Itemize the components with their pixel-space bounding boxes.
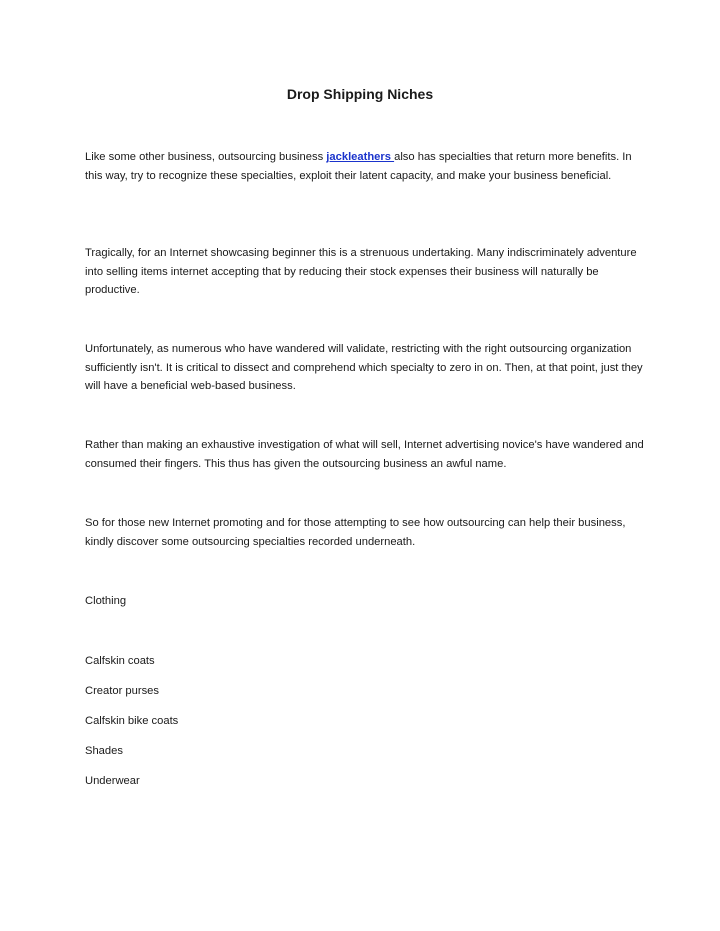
paragraph-2: Tragically, for an Internet showcasing beginner this is a strenuous undertaking. Many indiscriminately adventure into selling items internet accepting that by reducing their stock expenses their business will naturally be productive. [85, 247, 637, 297]
list-item: Calfskin coats [85, 655, 155, 667]
jackleathers-link[interactable]: jackleathers [326, 151, 395, 163]
list-item: Shades [85, 745, 123, 757]
paragraph-1-after: also has specialties that return more benefits. In this way, try to recognize these specialties, exploit their latent capacity, and make your business beneficial. [85, 151, 632, 182]
paragraph-1-before: Like some other business, outsourcing business [85, 151, 327, 163]
list-item: Calfskin bike coats [85, 715, 179, 727]
paragraph-1 [85, 148, 645, 185]
page-title: Drop Shipping Niches [286, 86, 434, 102]
paragraph-3: Unfortunately, as numerous who have wandered will validate, restricting with the right outsourcing organization sufficiently isn't. It is critical to dissect and comprehend which specialty to zero in on. Then, at that point, just they will have a beneficial web-based business. [85, 343, 643, 393]
paragraph-4: Rather than making an exhaustive investigation of what will sell, Internet advertising novice's have wandered and consumed their fingers. This thus has given the outsourcing business an awful name. [85, 439, 644, 470]
list-item: Underwear [85, 775, 140, 787]
category-heading: Clothing [85, 595, 127, 607]
list-item: Creator purses [85, 685, 159, 697]
paragraph-5: So for those new Internet promoting and for those attempting to see how outsourcing can help their business, kindly discover some outsourcing specialties recorded underneath. [85, 517, 626, 548]
